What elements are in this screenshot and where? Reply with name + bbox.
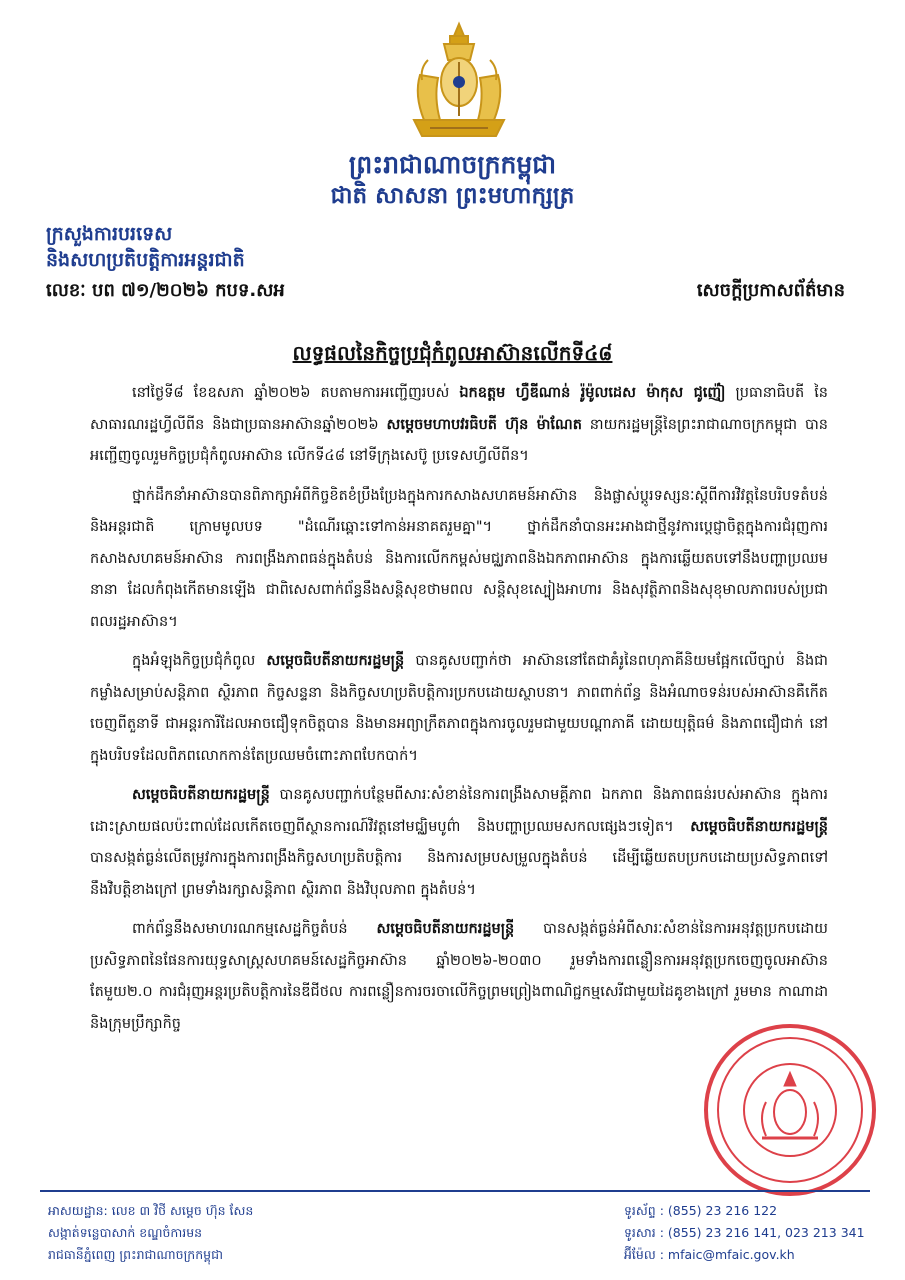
bold-name: សម្តេចមហាបវរធិបតី ហ៊ុន ម៉ាណែត [386, 416, 582, 433]
document-body [90, 378, 828, 1048]
paragraph-text: បានសង្កត់ធ្ងន់លើតម្រូវការក្នុងការពង្រឹងកិច្ចសហប្រតិបត្តិការ និងការសម្របសម្រួលក្នុងតំបន់ ដើម្បីឆ្លើយតបប្រកបដោយប្រសិទ្ធភាពទៅនឹងវិបត្តិខាងក្រៅ ព្រមទាំងរក្សាសន្តិភាព ស្ថិរភាព និងវិបុលភាព ក្នុងតំបន់។ [90, 850, 828, 898]
paragraph-2 [90, 481, 828, 639]
bold-name: ឯកឧត្តម ហ្វឺឌីណាន់ រ៉ូម៉ូលដេស ម៉ាកុស ជូញ៉ៀ [459, 385, 726, 401]
document-type-label: សេចក្ដីប្រកាសព័ត៌មាន [696, 280, 845, 301]
paragraph-text: ក្នុងអំឡុងកិច្ចប្រជុំកំពូល [132, 653, 267, 669]
email-label: អ៊ីម៉ែល : [624, 1247, 664, 1262]
official-seal-icon [700, 1020, 880, 1200]
fax-number: (855) 23 216 141, 023 213 341 [667, 1225, 865, 1240]
footer-divider [40, 1190, 870, 1192]
paragraph-text: ពាក់ព័ន្ធនឹងសមាហរណកម្មសេដ្ឋកិច្ចតំបន់ [132, 921, 377, 937]
royal-emblem-icon [400, 20, 518, 145]
paragraph-text: បានគូសបញ្ជាក់បន្ថែមពីសារៈសំខាន់នៃការពង្រឹងសាមគ្គីភាព ឯកភាព និងភាពធន់របស់អាស៊ាន ក្នុងការដោះស្រាយផលប៉ះពាល់ដែលកើតចេញពីស្ថានការណ៍វិវត្តនៅមជ្ឈិមបូព៌ា និងបញ្ហាប្រឈមសកលផ្សេងៗទៀត។ [90, 787, 828, 835]
ministry-name-line2: និងសហប្រតិបត្តិការអន្តរជាតិ [46, 249, 245, 271]
bold-name: សម្តេចធិបតីនាយករដ្ឋមន្ត្រី [690, 818, 828, 835]
paragraph-3 [90, 646, 828, 772]
email-address[interactable]: mfaic@mfaic.gov.kh [667, 1247, 795, 1262]
email-row [624, 1244, 865, 1266]
phone-row [624, 1200, 865, 1222]
fax-label: ទូរសារ : [624, 1225, 664, 1240]
bold-name: សម្តេចធិបតីនាយករដ្ឋមន្ត្រី [266, 653, 405, 669]
kingdom-name: ព្រះរាជាណាចក្រកម្ពុជា [348, 150, 557, 179]
paragraph-text: ប្រធានាធិបតី នៃសាធារណរដ្ឋហ្វីលីពីន និងជាប្រធានអាស៊ានឆ្នាំ២០២៦ [90, 385, 828, 433]
phone-label: ទូរស័ព្ទ : [624, 1203, 664, 1218]
address-line-3: រាជធានីភ្នំពេញ ព្រះរាជាណាចក្រកម្ពុជា [48, 1247, 223, 1262]
address-line-2: សង្កាត់ទន្លេបាសាក់ ខណ្ឌចំការមន [48, 1225, 203, 1240]
document-title: លទ្ធផលនៃកិច្ចប្រជុំកំពូលអាស៊ានលើកទី៤៨ [292, 341, 613, 365]
address-line-1: អាសយដ្ឋាន: លេខ ៣ វិថី សម្តេច ហ៊ុន សែន [48, 1203, 254, 1218]
paragraph-text: នៅថ្ងៃទី៨ ខែឧសភា ឆ្នាំ២០២៦ តបតាមការអញ្ជើញរបស់ [132, 385, 460, 401]
ministry-name-line1: ក្រសួងការបរទេស [46, 223, 173, 245]
reference-number: លេខៈ បព ៧១/២០២៦ កបទ.សអ [46, 280, 285, 301]
paragraph-text: ថ្នាក់ដឹកនាំអាស៊ានបានពិភាក្សាអំពីកិច្ចខិតខំប្រឹងប្រែងក្នុងការកសាងសហគមន៍អាស៊ាន និងផ្លាស់ប្តូរទស្សនៈស្តីពីការវិវត្តនៃបរិបទតំបន់ និងអន្តរជាតិ ក្រោមមូលបទ "ដំណើរឆ្ពោះទៅកាន់អនាគតរួមគ្នា"។ ថ្នាក់ដឹកនាំបានអះអាងជាថ្មីនូវការប្តេជ្ញាចិត្តក្នុងការជំរុញការកសាងសហគមន៍អាស៊ាន ការពង្រឹងភាពធន់ក្នុងតំបន់ និងការលើកកម្ពស់មជ្ឈភាពនិងឯកភាពអាស៊ាន ក្នុងការឆ្លើយតបទៅនឹងបញ្ហាប្រឈមនានា ដែលកំពុងកើតមានឡើង ជាពិសេសពាក់ព័ន្ធនឹងសន្តិសុខថាមពល សន្តិសុខស្បៀងអាហារ និងសុវត្ថិភាពនិងសុខុមាលភាពរបស់ប្រជាពលរដ្ឋអាស៊ាន។ [90, 487, 828, 630]
paragraph-text: នាយករដ្ឋមន្ត្រីនៃព្រះរាជាណាចក្រកម្ពុជា បានអញ្ជើញចូលរួមកិច្ចប្រជុំកំពូលអាស៊ាន លើកទី៤៨ នៅទីក្រុងសេប៊ូ ប្រទេសហ្វីលីពីន។ [90, 416, 828, 464]
bold-name: សម្តេចធិបតីនាយករដ្ឋមន្ត្រី [132, 787, 270, 803]
bold-name: សម្តេចធិបតីនាយករដ្ឋមន្ត្រី [376, 921, 515, 937]
fax-row [624, 1222, 865, 1244]
paragraph-4 [90, 780, 828, 906]
national-motto: ជាតិ សាសនា ព្រះមហាក្សត្រ [330, 182, 575, 209]
paragraph-text: បានគូសបញ្ជាក់ថា អាស៊ាននៅតែជាគំរូនៃពហុភាគីនិយមផ្អែកលើច្បាប់ និងជាកម្លាំងសម្រាប់សន្តិភាព ស្ថិរភាព កិច្ចសន្ទនា និងកិច្ចសហប្រតិបត្តិការប្រកបដោយស្ថាបនា។ ភាពពាក់ព័ន្ធ និងអំណាចទន់របស់អាស៊ានគឺកើតចេញពីតួនាទី ជាអន្តរការីដែលអាចជឿទុកចិត្តបាន និងមានអព្យាក្រឹតភាពក្នុងការចូលរួមជាមួយបណ្តាភាគី ដោយយុត្តិធម៌ និងភាពជឿជាក់ នៅក្នុងបរិបទដែលពិភពលោកកាន់តែប្រឈមចំពោះភាពបែកបាក់។ [90, 653, 828, 764]
phone-number: (855) 23 216 122 [667, 1203, 778, 1218]
paragraph-text: បានសង្កត់ធ្ងន់អំពីសារៈសំខាន់នៃការអនុវត្តប្រកបដោយប្រសិទ្ធភាពនៃផែនការយុទ្ធសាស្ត្រសហគមន៍សេដ្ឋកិច្ចអាស៊ាន ឆ្នាំ២០២៦-២០៣០ រួមទាំងការពន្លឿនការអនុវត្តប្រកចេញចូលអាស៊ានតែមួយ២.០ ការជំរុញអន្តរប្រតិបត្តិការនៃឌីជីថល ការពន្លឿនការចរចាលើកិច្ចព្រមព្រៀងពាណិជ្ជកម្មសេរីជាមួយដៃគូខាងក្រៅ រួមមាន កាណាដា និងក្រុមប្រឹក្សាកិច្ច [90, 921, 828, 1032]
paragraph-1 [90, 378, 828, 473]
footer-address [48, 1200, 253, 1266]
footer-contacts [624, 1200, 865, 1266]
